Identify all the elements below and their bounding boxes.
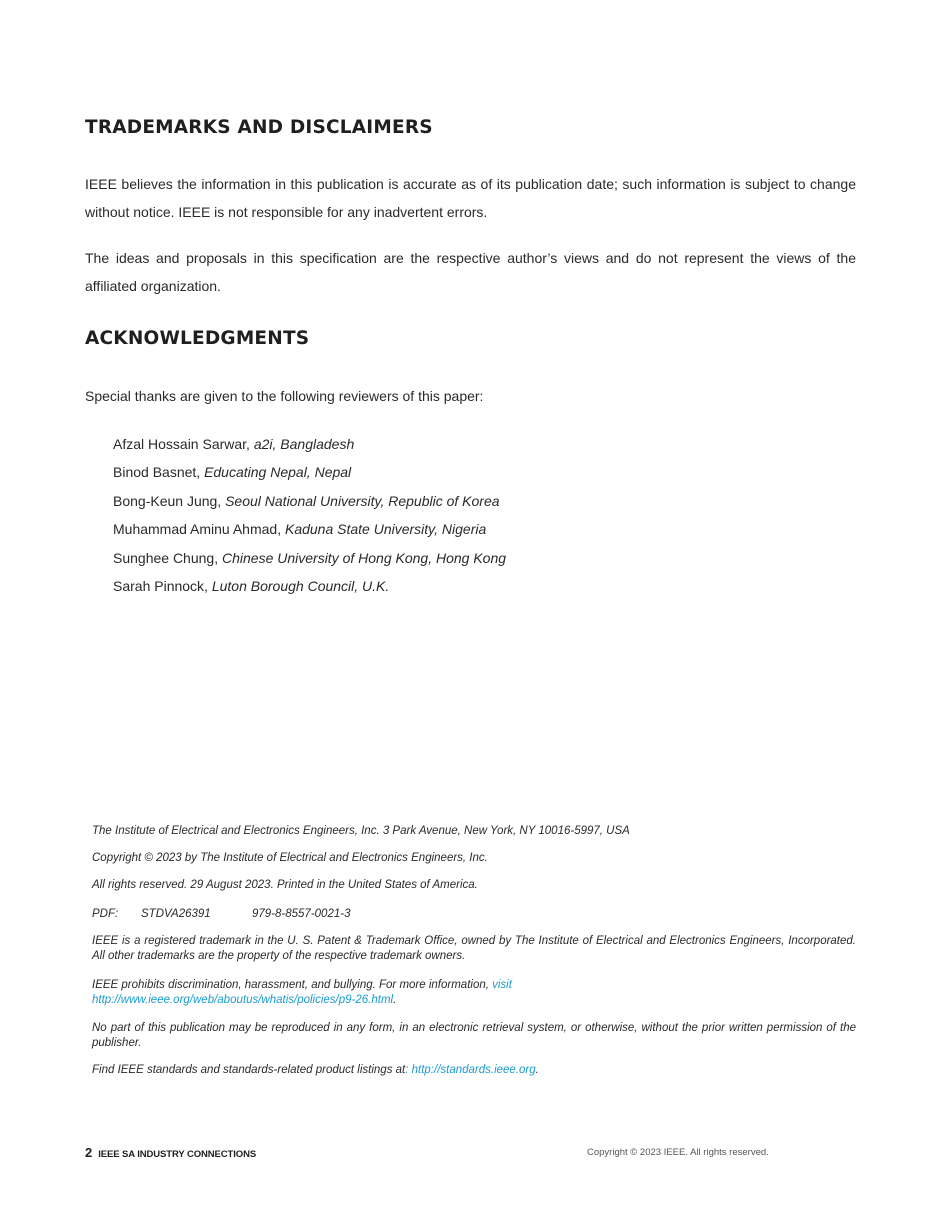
reviewer-item [113, 487, 506, 515]
reviewer-name: Bong-Keun Jung, [113, 492, 226, 509]
acknowledgments-heading: ACKNOWLEDGMENTS [85, 328, 310, 349]
footer-copyright: Copyright © 2023 IEEE. All rights reserved. [587, 1147, 769, 1158]
page-footer-left [85, 1144, 256, 1162]
pdf-identifiers [92, 907, 856, 922]
standards-link[interactable]: : http://standards.ieee.org [405, 1064, 536, 1076]
reviewer-item [113, 572, 506, 600]
copyright-notice: Copyright © 2023 by The Institute of Electrical and Electronics Engineers, Inc. [92, 852, 488, 864]
policy-text: IEEE prohibits discrimination, harassment, and bullying. For more information, [92, 979, 493, 991]
policy-notice [92, 978, 856, 1008]
pdf-code: STDVA26391 [141, 908, 211, 920]
reviewer-affiliation: Educating Nepal, Nepal [204, 464, 352, 481]
reproduction-notice: No part of this publication may be reproduced in any form, in an electronic retrieval system, or otherwise, without the prior written permission of the publisher. [92, 1022, 856, 1049]
reviewer-item [113, 458, 506, 486]
reviewer-item [113, 515, 506, 543]
reviewer-affiliation: a2i, Bangladesh [253, 436, 355, 452]
isbn: 979-8-8557-0021-3 [252, 908, 351, 920]
trademarks-paragraph-1: IEEE believes the information in this publication is accurate as of its publication date; such information is subject to change without notice. IEEE is not responsible for any inadvertent errors. [85, 176, 856, 220]
reviewer-affiliation: Kaduna State University, Nigeria [284, 521, 487, 538]
acknowledgments-intro: Special thanks are given to the following reviewers of this paper: [85, 388, 484, 404]
ieee-address: The Institute of Electrical and Electronics Engineers, Inc. 3 Park Avenue, New York, NY 10016-5997, USA [92, 825, 630, 837]
policy-end: . [393, 994, 397, 1006]
reviewer-affiliation: Chinese University of Hong Kong, Hong Kong [221, 549, 507, 566]
standards-text: Find IEEE standards and standards-related product listings at [92, 1064, 406, 1076]
reviewer-name: Muhammad Aminu Ahmad, [113, 521, 285, 538]
rights-notice: All rights reserved. 29 August 2023. Printed in the United States of America. [92, 879, 478, 891]
reviewer-name: Binod Basnet, [113, 464, 205, 481]
reviewer-item [113, 430, 506, 458]
pdf-label: PDF: [92, 908, 119, 920]
reviewer-affiliation: Luton Borough Council, U.K. [211, 578, 390, 595]
reviewer-list [113, 430, 506, 600]
reviewer-name: Sunghee Chung, [113, 549, 222, 566]
trademark-notice: IEEE is a registered trademark in the U. S. Patent & Trademark Office, owned by The Institute of Electrical and Electronics Engineers, Incorporated. All other trademarks are the property of the respective trademark owners. [92, 935, 856, 962]
standards-end: . [535, 1064, 539, 1076]
page-number: 2 [85, 1145, 93, 1160]
policy-visit-link[interactable]: visit [492, 979, 512, 991]
policy-url-link[interactable]: http://www.ieee.org/web/aboutus/whatis/policies/p9-26.html [92, 994, 394, 1006]
trademarks-heading: TRADEMARKS AND DISCLAIMERS [85, 117, 433, 138]
reviewer-name: Afzal Hossain Sarwar, [113, 436, 254, 452]
standards-listing [92, 1063, 856, 1078]
reviewer-item [113, 544, 506, 572]
trademarks-paragraph-2: The ideas and proposals in this specification are the respective author’s views and do not represent the views of the affiliated organization. [85, 250, 856, 294]
reviewer-affiliation: Seoul National University, Republic of Korea [225, 492, 500, 509]
reviewer-name: Sarah Pinnock, [113, 578, 212, 595]
series-title: IEEE SA INDUSTRY CONNECTIONS [98, 1149, 257, 1160]
